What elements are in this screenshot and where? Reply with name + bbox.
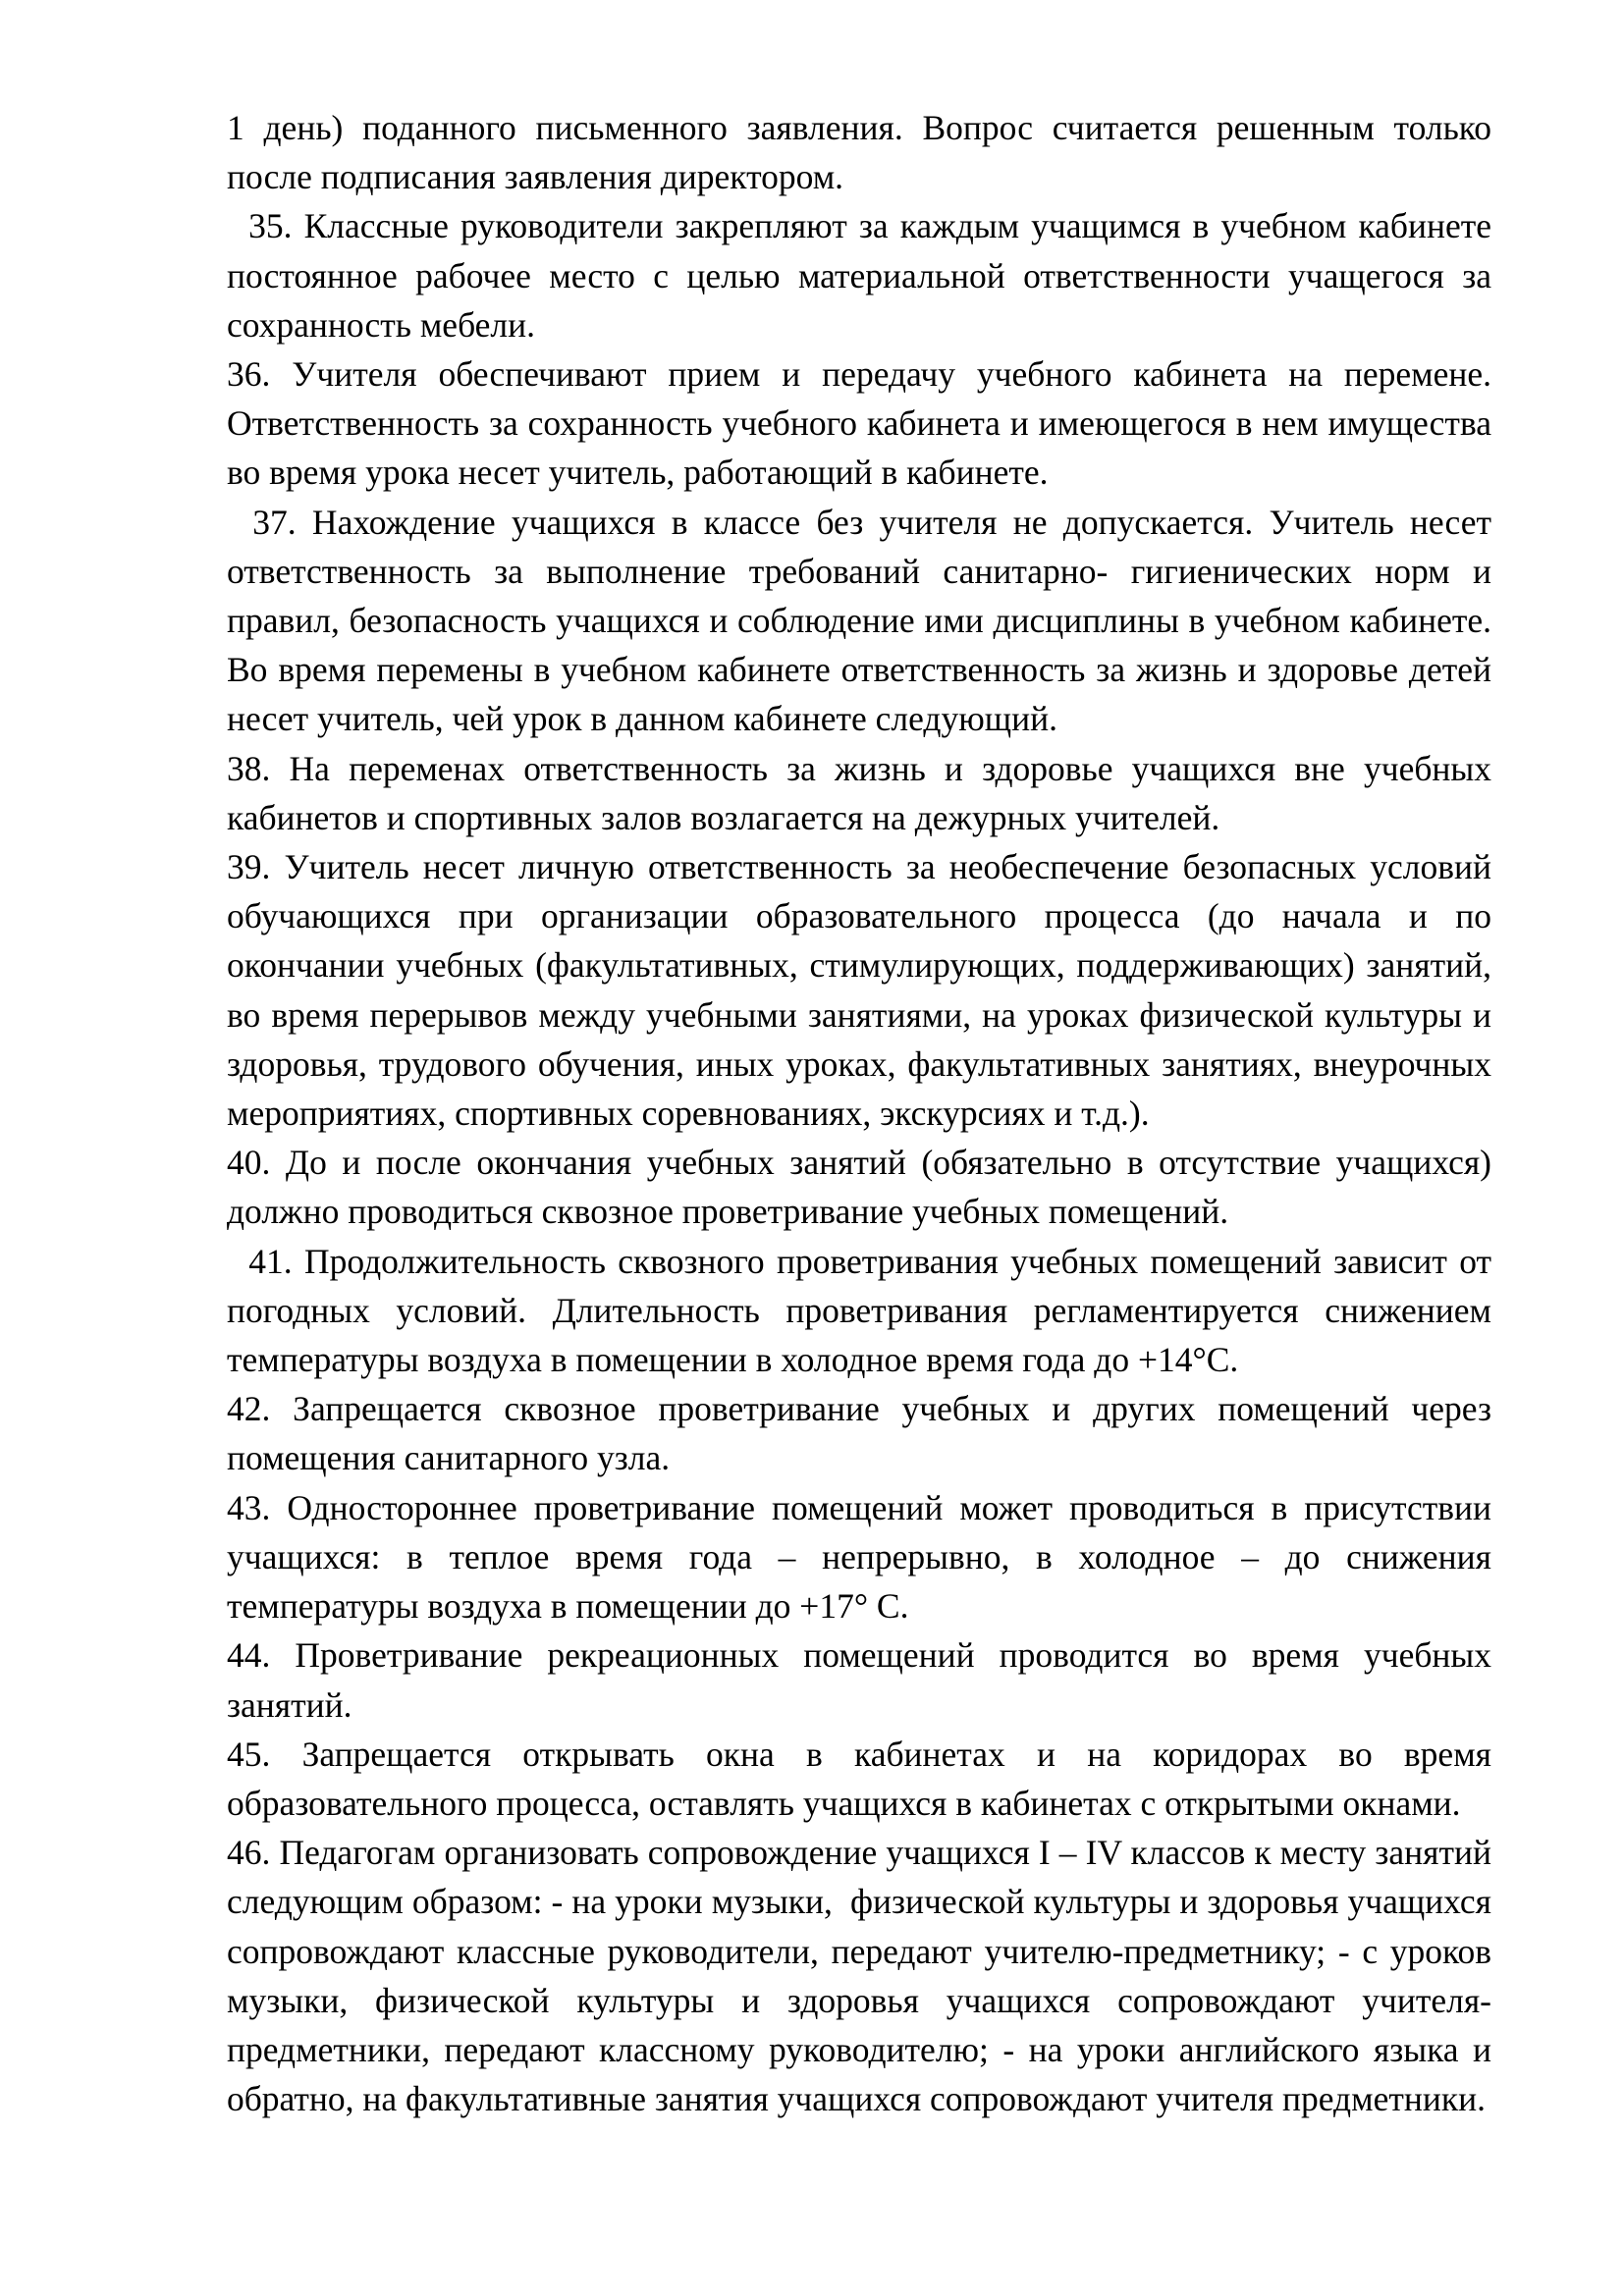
paragraph-43: 43. Одностороннее проветривание помещений может проводиться в присутствии учащихся: в теплое время года – непрерывно, в холодное – до снижения температуры воздуха в помещении до +17° С. — [227, 1487, 1500, 1627]
paragraph-41: 41. Продолжительность сквозного проветривания учебных помещений зависит от погодных условий. Длительность проветривания регламентируется снижением температуры воздуха в помещении в холодное время года до +14°С. — [227, 1241, 1500, 1380]
paragraph-34-continued: 1 день) поданного письменного заявления. Вопрос считается решенным только после подписания заявления директором. — [227, 108, 1500, 197]
paragraph-35: 35. Классные руководители закрепляют за каждым учащимся в учебном кабинете постоянное рабочее место с целью материальной ответственности учащегося за сохранность мебели. — [227, 206, 1500, 345]
paragraph-36: 36. Учителя обеспечивают прием и передачу учебного кабинета на перемене. Ответственность за сохранность учебного кабинета и имеющегося в нем имущества во время урока несет учитель, работающий в кабинете. — [227, 354, 1500, 493]
paragraph-40: 40. До и после окончания учебных занятий (обязательно в отсутствие учащихся) должно проводиться сквозное проветривание учебных помещений. — [227, 1143, 1500, 1232]
paragraph-37: 37. Нахождение учащихся в классе без учителя не допускается. Учитель несет ответственность за выполнение требований санитарно- гигиенических норм и правил, безопасность учащихся и соблюдение ими дисциплины в учебном кабинете. Во время перемены в учебном кабинете ответственность за жизнь и здоровье детей несет учитель, чей урок в данном кабинете следующий. — [227, 502, 1500, 739]
document-text-body — [227, 103, 1500, 2123]
paragraph-44: 44. Проветривание рекреационных помещений проводится во время учебных занятий. — [227, 1635, 1500, 1725]
paragraph-38: 38. На переменах ответственность за жизнь и здоровье учащихся вне учебных кабинетов и спортивных залов возлагается на дежурных учителей. — [227, 748, 1500, 837]
paragraph-46: 46. Педагогам организовать сопровождение учащихся I – IV классов к месту занятий следующим образом: - на уроки музыки, физической культуры и здоровья учащихся сопровождают классные руководители, передают учителю-предметнику; - с уроков музыки, физической культуры и здоровья учащихся сопровождают учителя-предметники, передают классному руководителю; - на уроки английского языка и обратно, на факультативные занятия учащихся сопровождают учителя предметники. — [227, 1833, 1500, 2119]
paragraph-42: 42. Запрещается сквозное проветривание учебных и других помещений через помещения санитарного узла. — [227, 1389, 1500, 1478]
paragraph-45: 45. Запрещается открывать окна в кабинетах и на коридорах во время образовательного процесса, оставлять учащихся в кабинетах с открытыми окнами. — [227, 1734, 1500, 1823]
paragraph-39: 39. Учитель несет личную ответственность за необеспечение безопасных условий обучающихся при организации образовательного процесса (до начала и по окончании учебных (факультативных, стимулирующих, поддерживающих) занятий, во время перерывов между учебными занятиями, на уроках физической культуры и здоровья, трудового обучения, иных уроках, факультативных занятиях, внеурочных мероприятиях, спортивных соревнованиях, экскурсиях и т.д.). — [227, 847, 1500, 1134]
